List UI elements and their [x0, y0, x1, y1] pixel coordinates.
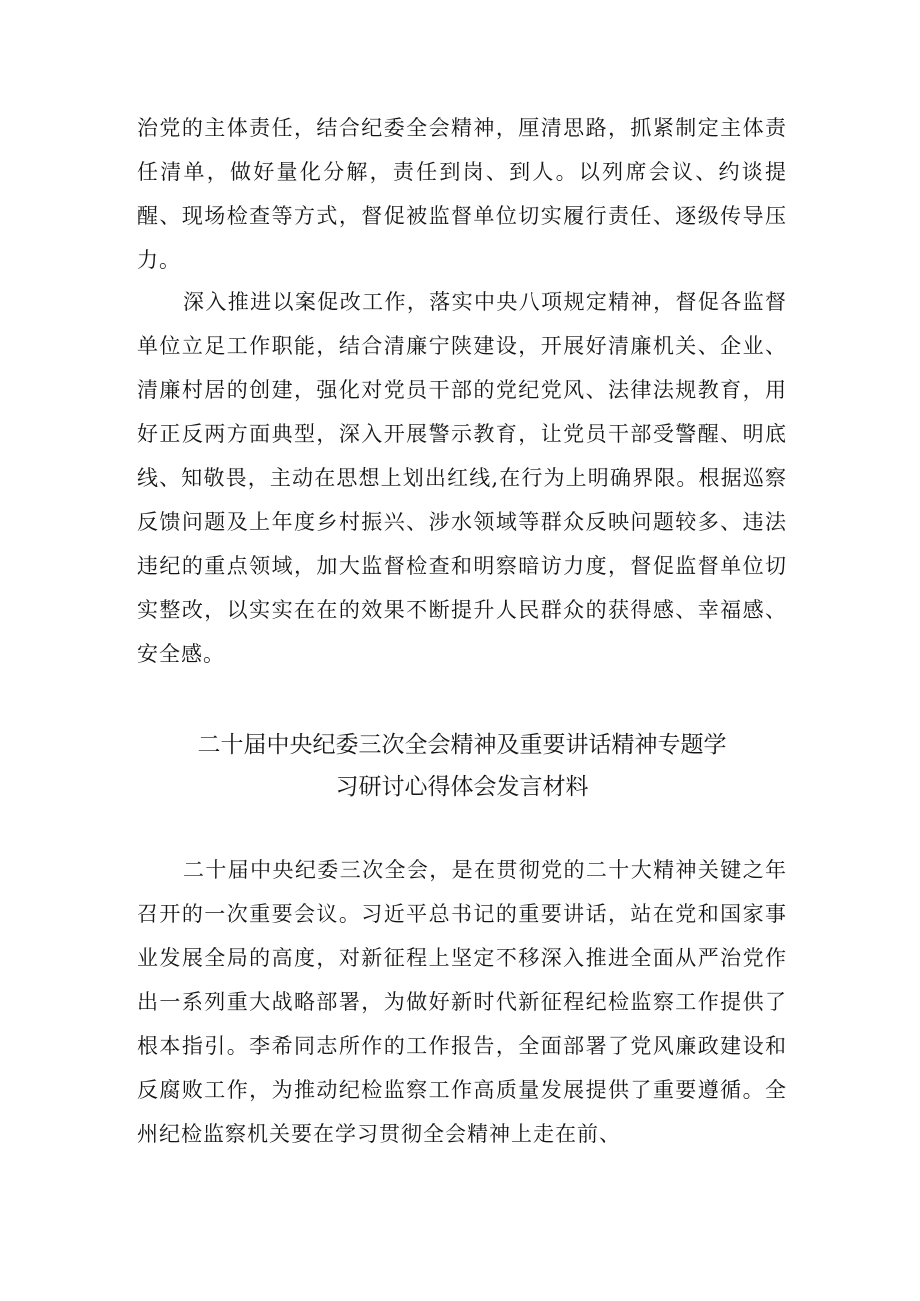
section-title-line-2: 习研讨心得体会发言材料	[335, 774, 589, 800]
body-paragraph-continued: 治党的主体责任，结合纪委全会精神，厘清思路，抓紧制定主体责任清单，做好量化分解，责任到岗、到人。以列席会议、约谈提醒、现场检查等方式，督促被监督单位切实履行责任、逐级传导压力。	[137, 116, 787, 272]
section-title	[137, 724, 787, 808]
body-paragraph-case-reform: 深入推进以案促改工作，落实中央八项规定精神，督促各监督单位立足工作职能，结合清廉宁陕建设，开展好清廉机关、企业、清廉村居的创建，强化对党员干部的党纪党风、法律法规教育，用好正反两方面典型，深入开展警示教育，让党员干部受警醒、明底线、知敬畏，主动在思想上划出红线,在行为上明确界限。根据巡察反馈问题及上年度乡村振兴、涉水领域等群众反映问题较多、违法违纪的重点领域，加大监督检查和明察暗访力度，督促监督单位切实整改，以实实在在的效果不断提升人民群众的获得感、幸福感、安全感。	[137, 290, 787, 666]
section-title-line-1: 二十届中央纪委三次全会精神及重要讲话精神专题学	[197, 732, 727, 758]
body-paragraph-plenary: 二十届中央纪委三次全会，是在贯彻党的二十大精神关键之年召开的一次重要会议。习近平总书记的重要讲话，站在党和国家事业发展全局的高度，对新征程上坚定不移深入推进全面从严治党作出一系列重大战略部署，为做好新时代新征程纪检监察工作提供了根本指引。李希同志所作的工作报告，全面部署了党风廉政建设和反腐败工作，为推动纪检监察工作高质量发展提供了重要遵循。全州纪检监察机关要在学习贯彻全会精神上走在前、	[137, 858, 787, 1146]
